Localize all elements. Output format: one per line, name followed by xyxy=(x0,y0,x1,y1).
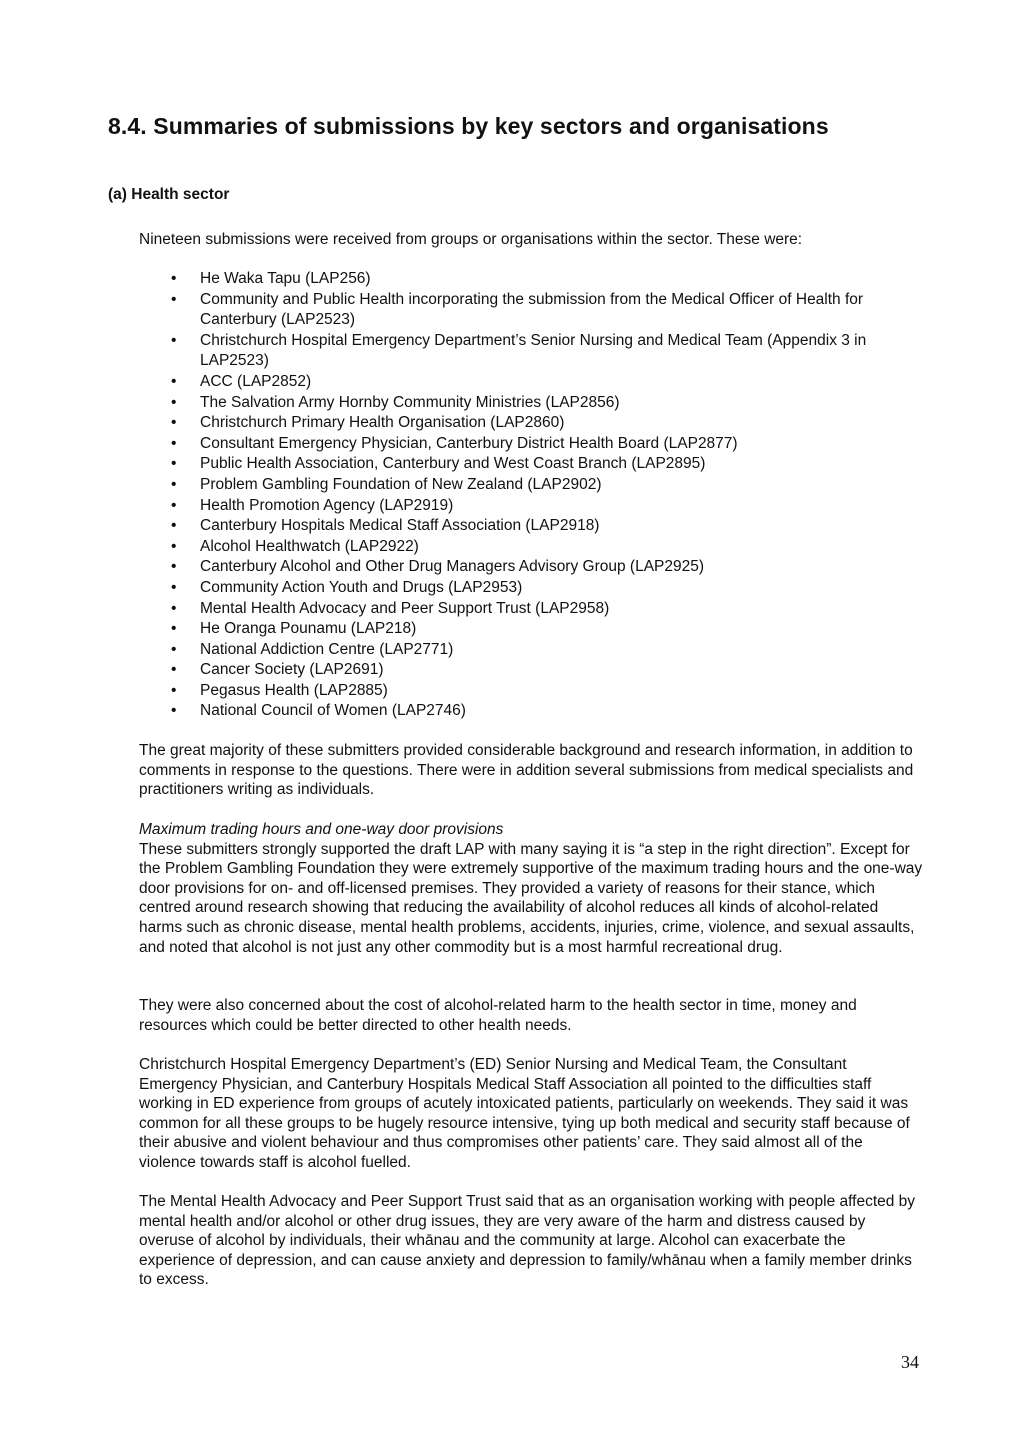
submitter-name: Problem Gambling Foundation of New Zealand (LAP2902) xyxy=(200,475,602,493)
bullet-icon: • xyxy=(171,372,177,390)
section-heading: 8.4. Summaries of submissions by key sectors and organisations xyxy=(108,113,829,139)
submitter-list-item xyxy=(139,331,919,372)
bullet-icon: • xyxy=(171,681,177,699)
submitter-list-item xyxy=(139,681,919,702)
submitter-list-item xyxy=(139,557,919,578)
submitter-list xyxy=(139,269,919,722)
bullet-icon: • xyxy=(171,640,177,658)
submitter-name: Community Action Youth and Drugs (LAP2953) xyxy=(200,578,523,596)
submitter-name: Alcohol Healthwatch (LAP2922) xyxy=(200,537,419,555)
bullet-icon: • xyxy=(171,537,177,555)
submitter-list-item xyxy=(139,413,919,434)
bullet-icon: • xyxy=(171,517,177,535)
bullet-icon: • xyxy=(171,475,177,493)
page-number: 34 xyxy=(901,1352,919,1372)
bullet-icon: • xyxy=(171,331,177,349)
submitter-name: Pegasus Health (LAP2885) xyxy=(200,681,388,699)
bullet-icon: • xyxy=(171,393,177,411)
intro-paragraph: Nineteen submissions were received from groups or organisations within the sector. These were: xyxy=(139,231,803,248)
bullet-icon: • xyxy=(171,290,177,308)
submitter-name: Cancer Society (LAP2691) xyxy=(200,661,384,679)
bullet-icon: • xyxy=(171,496,177,514)
subsection-heading: (a) Health sector xyxy=(108,186,230,203)
bullet-icon: • xyxy=(171,558,177,576)
submitter-list-item xyxy=(139,475,919,496)
submitter-name: National Addiction Centre (LAP2771) xyxy=(200,640,454,658)
paragraph-background: The great majority of these submitters provided considerable background and research information, in addition to comments in response to the questions. There were in addition several submissions from medical specialists and practitioners writing as individuals. xyxy=(139,742,914,799)
submitter-name: Public Health Association, Canterbury and West Coast Branch (LAP2895) xyxy=(200,455,706,473)
submitter-list-item xyxy=(139,454,919,475)
submitter-list-item xyxy=(139,599,919,620)
submitter-list-item xyxy=(139,269,919,290)
submitter-name: Canterbury Hospitals Medical Staff Association (LAP2918) xyxy=(200,517,600,535)
paragraph-emergency-department: Christchurch Hospital Emergency Department’s (ED) Senior Nursing and Medical Team, the Consultant Emergency Physician, and Canterbury Hospitals Medical Staff Association all pointed to the difficulties staff working in ED experience from groups of acutely intoxicated patients, particularly on weekends. They said it was common for all these groups to be hugely resource intensive, tying up both medical and security staff because of their abusive and violent behaviour and thus compromises other patients’ care. They said almost all of the violence towards staff is alcohol fuelled. xyxy=(139,1056,910,1171)
submitter-list-item xyxy=(139,516,919,537)
submitter-list-item xyxy=(139,537,919,558)
bullet-icon: • xyxy=(171,578,177,596)
submitter-list-item xyxy=(139,372,919,393)
submitter-list-item xyxy=(139,660,919,681)
bullet-icon: • xyxy=(171,661,177,679)
bullet-icon: • xyxy=(171,599,177,617)
submitter-name: Mental Health Advocacy and Peer Support Trust (LAP2958) xyxy=(200,599,610,617)
submitter-list-item xyxy=(139,290,919,331)
submitter-list-item xyxy=(139,434,919,455)
bullet-icon: • xyxy=(171,702,177,720)
bullet-icon: • xyxy=(171,270,177,287)
submitter-list-item xyxy=(139,640,919,661)
trading-hours-section xyxy=(139,820,923,957)
submitter-name: Christchurch Hospital Emergency Department’s Senior Nursing and Medical Team (Appendix 3 in LAP2523) xyxy=(200,331,867,370)
bullet-icon: • xyxy=(171,620,177,638)
submitter-name: ACC (LAP2852) xyxy=(200,372,312,390)
submitter-list-item xyxy=(139,393,919,414)
submitter-list-item xyxy=(139,701,919,722)
submitter-list-item xyxy=(139,619,919,640)
submitter-name: He Waka Tapu (LAP256) xyxy=(200,270,371,287)
paragraph-mental-health: The Mental Health Advocacy and Peer Support Trust said that as an organisation working with people affected by mental health and/or alcohol or other drug issues, they are very aware of the harm and distress caused by overuse of alcohol by individuals, their whānau and the community at large. Alcohol can exacerbate the experience of depression, and can cause anxiety and depression to family/whānau when a family member drinks to excess. xyxy=(139,1193,916,1289)
submitter-name: Consultant Emergency Physician, Canterbury District Health Board (LAP2877) xyxy=(200,434,738,452)
submitter-name: Health Promotion Agency (LAP2919) xyxy=(200,496,454,514)
submitter-name: Christchurch Primary Health Organisation (LAP2860) xyxy=(200,414,565,432)
submitter-name: National Council of Women (LAP2746) xyxy=(200,702,466,720)
submitter-list-item xyxy=(139,496,919,517)
submitter-name: Canterbury Alcohol and Other Drug Managers Advisory Group (LAP2925) xyxy=(200,558,705,576)
paragraph-cost: They were also concerned about the cost of alcohol-related harm to the health sector in time, money and resources which could be better directed to other health needs. xyxy=(139,997,857,1034)
submitter-name: Community and Public Health incorporating the submission from the Medical Officer of Health for Canterbury (LAP2523) xyxy=(200,290,864,329)
paragraph-support: These submitters strongly supported the draft LAP with many saying it is “a step in the right direction”. Except for the Problem Gambling Foundation they were extremely supportive of the maximum trading hours and the one-way door provisions for on- and off-licensed premises. They provided a variety of reasons for their stance, which centred around research showing that reducing the availability of alcohol reduces all kinds of alcohol-related harms such as chronic disease, mental health problems, accidents, injuries, crime, violence, and sexual assaults, and noted that alcohol is not just any other commodity but is a most harmful recreational drug. xyxy=(139,840,923,956)
section-title: Maximum trading hours and one-way door provisions xyxy=(139,821,504,838)
bullet-icon: • xyxy=(171,414,177,432)
submitter-list-item xyxy=(139,578,919,599)
submitter-name: The Salvation Army Hornby Community Ministries (LAP2856) xyxy=(200,393,620,411)
bullet-icon: • xyxy=(171,434,177,452)
submitter-name: He Oranga Pounamu (LAP218) xyxy=(200,620,417,638)
bullet-icon: • xyxy=(171,455,177,473)
